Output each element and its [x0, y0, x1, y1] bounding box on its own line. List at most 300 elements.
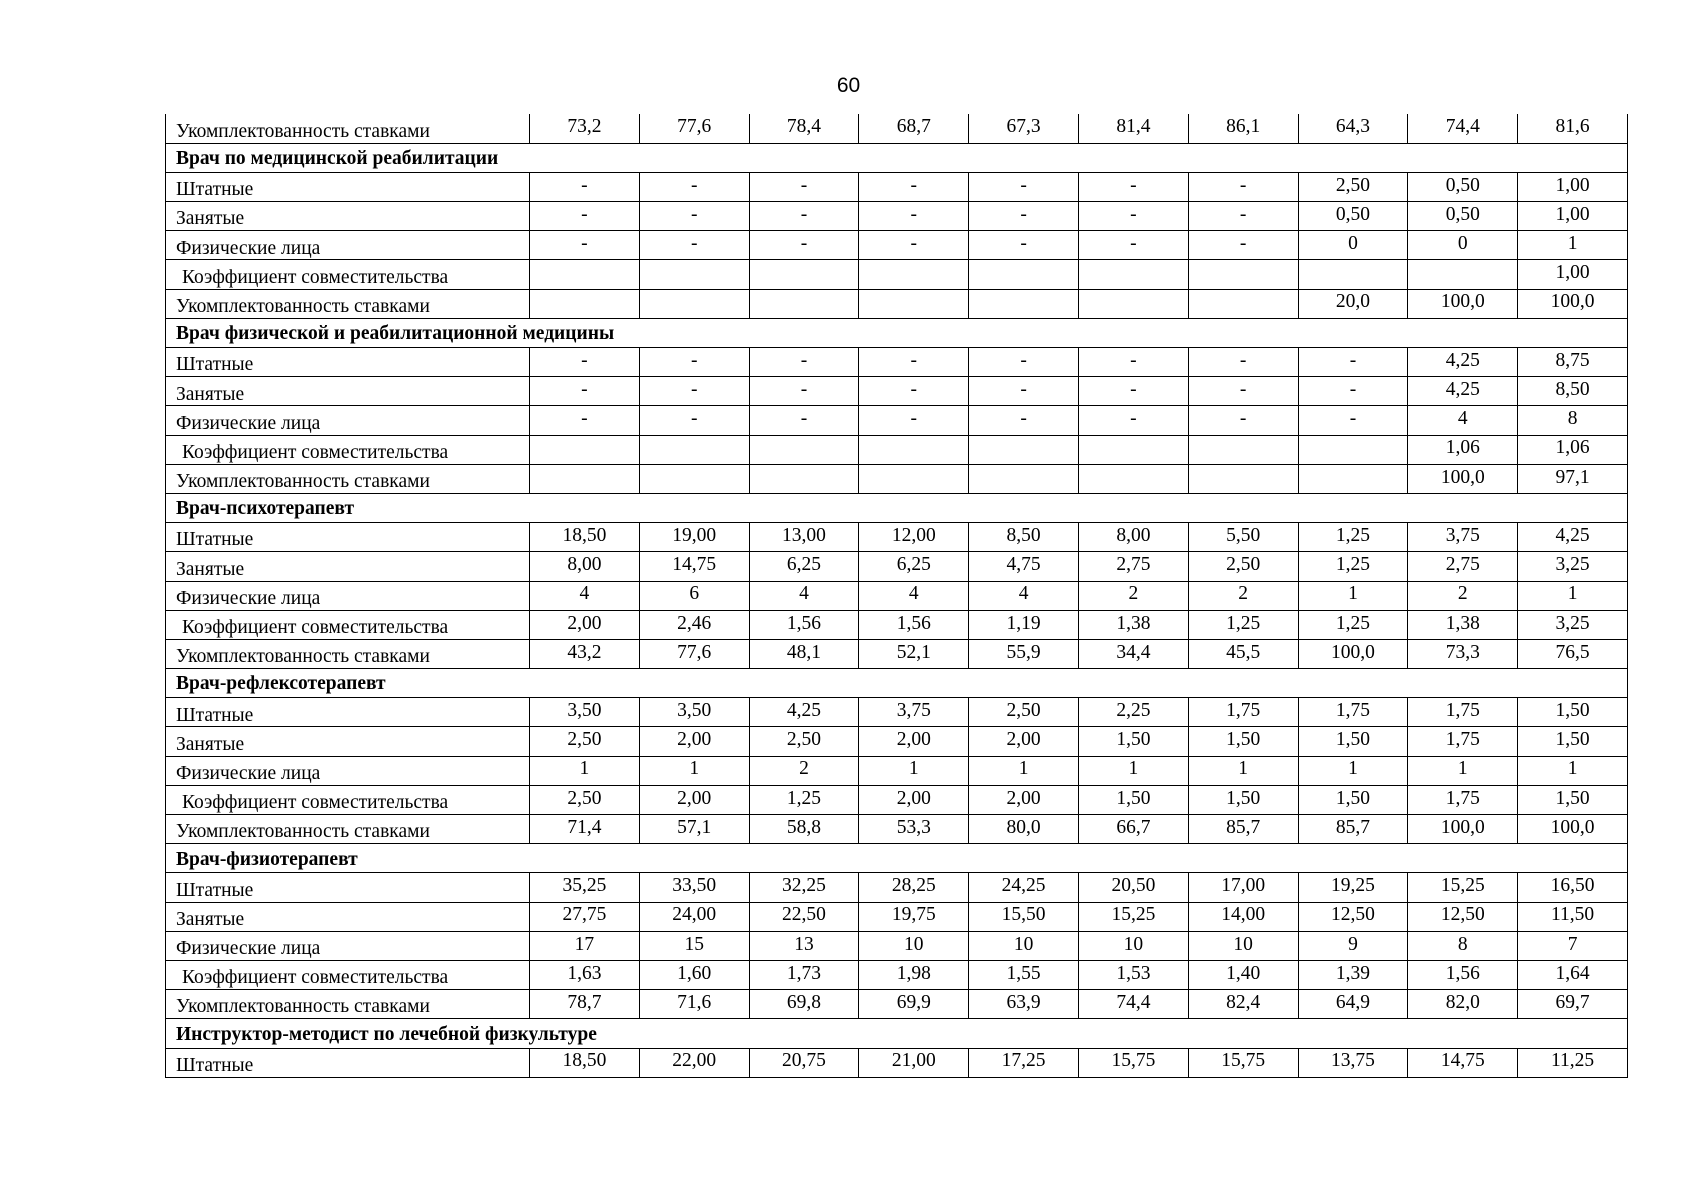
- row-label: Укомплектованность ставками: [166, 114, 530, 143]
- value-cell: 1,56: [749, 610, 859, 639]
- value-cell: 1: [530, 756, 640, 785]
- value-cell: 4,75: [969, 552, 1079, 581]
- value-cell: 1,00: [1518, 202, 1628, 231]
- value-cell: 2,50: [530, 727, 640, 756]
- value-cell: 10: [1078, 931, 1188, 960]
- value-cell: 1: [1298, 581, 1408, 610]
- value-cell: -: [530, 348, 640, 377]
- row-label: Физические лица: [166, 581, 530, 610]
- value-cell: 82,4: [1188, 990, 1298, 1019]
- value-cell: [1078, 435, 1188, 464]
- value-cell: 18,50: [530, 1048, 640, 1077]
- value-cell: 1,53: [1078, 960, 1188, 989]
- value-cell: [1298, 435, 1408, 464]
- value-cell: 1,73: [749, 960, 859, 989]
- value-cell: -: [749, 406, 859, 435]
- value-cell: 1,50: [1518, 727, 1628, 756]
- value-cell: 2: [749, 756, 859, 785]
- value-cell: 1,25: [1298, 610, 1408, 639]
- value-cell: [639, 435, 749, 464]
- value-cell: 1,98: [859, 960, 969, 989]
- value-cell: 1,25: [1298, 552, 1408, 581]
- table-row: [166, 727, 1628, 756]
- value-cell: -: [969, 231, 1079, 260]
- value-cell: [1078, 464, 1188, 493]
- value-cell: 22,00: [639, 1048, 749, 1077]
- value-cell: 3,75: [859, 698, 969, 727]
- value-cell: 1,50: [1078, 727, 1188, 756]
- value-cell: 1: [639, 756, 749, 785]
- value-cell: 1: [1518, 581, 1628, 610]
- value-cell: -: [749, 231, 859, 260]
- value-cell: 57,1: [639, 815, 749, 844]
- value-cell: -: [530, 172, 640, 201]
- section-title: Врач физической и реабилитационной медицины: [166, 318, 1628, 347]
- table-row: [166, 698, 1628, 727]
- section-header-row: [166, 669, 1628, 698]
- row-label: Физические лица: [166, 231, 530, 260]
- value-cell: -: [859, 406, 969, 435]
- value-cell: 20,50: [1078, 873, 1188, 902]
- value-cell: 97,1: [1518, 464, 1628, 493]
- value-cell: 4: [530, 581, 640, 610]
- value-cell: 8,50: [969, 523, 1079, 552]
- value-cell: 100,0: [1518, 289, 1628, 318]
- value-cell: 4,25: [1408, 377, 1518, 406]
- value-cell: 2: [1188, 581, 1298, 610]
- value-cell: 6: [639, 581, 749, 610]
- value-cell: 64,3: [1298, 114, 1408, 143]
- value-cell: 2,50: [969, 698, 1079, 727]
- table-row: [166, 523, 1628, 552]
- value-cell: 4: [1408, 406, 1518, 435]
- value-cell: 8: [1518, 406, 1628, 435]
- value-cell: 1: [1188, 756, 1298, 785]
- value-cell: 16,50: [1518, 873, 1628, 902]
- value-cell: 18,50: [530, 523, 640, 552]
- row-label: Занятые: [166, 552, 530, 581]
- value-cell: -: [530, 406, 640, 435]
- value-cell: 35,25: [530, 873, 640, 902]
- value-cell: -: [1078, 348, 1188, 377]
- value-cell: 24,00: [639, 902, 749, 931]
- value-cell: 78,7: [530, 990, 640, 1019]
- value-cell: 1,75: [1188, 698, 1298, 727]
- value-cell: 73,2: [530, 114, 640, 143]
- value-cell: 53,3: [859, 815, 969, 844]
- value-cell: 4: [749, 581, 859, 610]
- value-cell: 85,7: [1188, 815, 1298, 844]
- value-cell: 1: [1298, 756, 1408, 785]
- value-cell: 69,9: [859, 990, 969, 1019]
- value-cell: 1,60: [639, 960, 749, 989]
- row-label: Штатные: [166, 873, 530, 902]
- value-cell: 2,00: [530, 610, 640, 639]
- value-cell: 34,4: [1078, 639, 1188, 668]
- value-cell: -: [639, 231, 749, 260]
- row-label: Укомплектованность ставками: [166, 815, 530, 844]
- value-cell: -: [969, 377, 1079, 406]
- value-cell: -: [1188, 231, 1298, 260]
- value-cell: 3,25: [1518, 552, 1628, 581]
- value-cell: 0,50: [1408, 172, 1518, 201]
- value-cell: 2,00: [969, 727, 1079, 756]
- value-cell: 1: [1518, 756, 1628, 785]
- value-cell: 100,0: [1408, 464, 1518, 493]
- value-cell: 4: [859, 581, 969, 610]
- table-body: [166, 114, 1628, 1077]
- value-cell: 13,75: [1298, 1048, 1408, 1077]
- value-cell: -: [639, 202, 749, 231]
- value-cell: 1,19: [969, 610, 1079, 639]
- section-header-row: [166, 1019, 1628, 1048]
- table-row: [166, 815, 1628, 844]
- value-cell: 33,50: [639, 873, 749, 902]
- value-cell: 1: [969, 756, 1079, 785]
- value-cell: 20,75: [749, 1048, 859, 1077]
- value-cell: [969, 260, 1079, 289]
- value-cell: 71,4: [530, 815, 640, 844]
- value-cell: 1,00: [1518, 260, 1628, 289]
- value-cell: 14,75: [1408, 1048, 1518, 1077]
- value-cell: -: [639, 348, 749, 377]
- value-cell: 7: [1518, 931, 1628, 960]
- value-cell: [749, 435, 859, 464]
- value-cell: 22,50: [749, 902, 859, 931]
- value-cell: 48,1: [749, 639, 859, 668]
- value-cell: [1298, 464, 1408, 493]
- table-row: [166, 639, 1628, 668]
- value-cell: -: [859, 377, 969, 406]
- value-cell: 1,64: [1518, 960, 1628, 989]
- value-cell: 24,25: [969, 873, 1079, 902]
- value-cell: 68,7: [859, 114, 969, 143]
- value-cell: [1188, 260, 1298, 289]
- value-cell: [859, 289, 969, 318]
- value-cell: [1188, 289, 1298, 318]
- value-cell: 1,06: [1518, 435, 1628, 464]
- value-cell: 1: [1408, 756, 1518, 785]
- value-cell: 8: [1408, 931, 1518, 960]
- value-cell: -: [749, 377, 859, 406]
- value-cell: 3,25: [1518, 610, 1628, 639]
- value-cell: 100,0: [1408, 815, 1518, 844]
- value-cell: 2,00: [639, 727, 749, 756]
- value-cell: 8,00: [530, 552, 640, 581]
- value-cell: 17,25: [969, 1048, 1079, 1077]
- value-cell: 55,9: [969, 639, 1079, 668]
- value-cell: [530, 289, 640, 318]
- value-cell: 8,50: [1518, 377, 1628, 406]
- value-cell: [1188, 464, 1298, 493]
- value-cell: 28,25: [859, 873, 969, 902]
- value-cell: [969, 289, 1079, 318]
- value-cell: [639, 260, 749, 289]
- row-label: Коэффициент совместительства: [166, 960, 530, 989]
- value-cell: 14,00: [1188, 902, 1298, 931]
- table-row: [166, 552, 1628, 581]
- value-cell: 8,75: [1518, 348, 1628, 377]
- value-cell: 77,6: [639, 639, 749, 668]
- section-title: Инструктор-методист по лечебной физкультуре: [166, 1019, 1628, 1048]
- value-cell: 81,6: [1518, 114, 1628, 143]
- value-cell: 1,50: [1078, 785, 1188, 814]
- value-cell: [859, 464, 969, 493]
- value-cell: 2,00: [639, 785, 749, 814]
- value-cell: 4,25: [1408, 348, 1518, 377]
- value-cell: -: [1078, 172, 1188, 201]
- table-row: [166, 581, 1628, 610]
- value-cell: -: [859, 202, 969, 231]
- value-cell: -: [859, 348, 969, 377]
- value-cell: [969, 464, 1079, 493]
- table-row: [166, 377, 1628, 406]
- value-cell: 2,75: [1078, 552, 1188, 581]
- value-cell: 1,38: [1408, 610, 1518, 639]
- table-row: [166, 756, 1628, 785]
- value-cell: [859, 260, 969, 289]
- value-cell: 74,4: [1078, 990, 1188, 1019]
- row-label: Коэффициент совместительства: [166, 435, 530, 464]
- value-cell: 4: [969, 581, 1079, 610]
- value-cell: 0: [1408, 231, 1518, 260]
- value-cell: 1,50: [1518, 698, 1628, 727]
- value-cell: 15,50: [969, 902, 1079, 931]
- value-cell: [1078, 260, 1188, 289]
- table-row: [166, 406, 1628, 435]
- value-cell: -: [969, 406, 1079, 435]
- value-cell: 52,1: [859, 639, 969, 668]
- value-cell: [859, 435, 969, 464]
- value-cell: 3,75: [1408, 523, 1518, 552]
- value-cell: 12,50: [1408, 902, 1518, 931]
- row-label: Физические лица: [166, 756, 530, 785]
- value-cell: -: [1298, 406, 1408, 435]
- section-title: Врач по медицинской реабилитации: [166, 143, 1628, 172]
- value-cell: 2,50: [1188, 552, 1298, 581]
- row-label: Штатные: [166, 1048, 530, 1077]
- value-cell: [639, 464, 749, 493]
- value-cell: -: [859, 231, 969, 260]
- value-cell: 1,50: [1298, 727, 1408, 756]
- value-cell: -: [749, 172, 859, 201]
- staffing-table: [165, 114, 1628, 1078]
- table-row: [166, 289, 1628, 318]
- value-cell: 1: [859, 756, 969, 785]
- value-cell: 0: [1298, 231, 1408, 260]
- row-label: Физические лица: [166, 406, 530, 435]
- value-cell: 5,50: [1188, 523, 1298, 552]
- row-label: Укомплектованность ставками: [166, 289, 530, 318]
- row-label: Занятые: [166, 902, 530, 931]
- row-label: Занятые: [166, 727, 530, 756]
- value-cell: 1,56: [1408, 960, 1518, 989]
- value-cell: [530, 260, 640, 289]
- value-cell: 67,3: [969, 114, 1079, 143]
- value-cell: 2,00: [859, 727, 969, 756]
- value-cell: -: [639, 406, 749, 435]
- value-cell: 81,4: [1078, 114, 1188, 143]
- value-cell: 19,75: [859, 902, 969, 931]
- table-row: [166, 202, 1628, 231]
- value-cell: 0,50: [1408, 202, 1518, 231]
- row-label: Штатные: [166, 348, 530, 377]
- value-cell: 21,00: [859, 1048, 969, 1077]
- value-cell: 9: [1298, 931, 1408, 960]
- value-cell: [749, 260, 859, 289]
- value-cell: 45,5: [1188, 639, 1298, 668]
- value-cell: 73,3: [1408, 639, 1518, 668]
- value-cell: -: [1078, 202, 1188, 231]
- table-row: [166, 348, 1628, 377]
- value-cell: 1: [1518, 231, 1628, 260]
- table-row: [166, 931, 1628, 960]
- value-cell: 19,25: [1298, 873, 1408, 902]
- value-cell: [1078, 289, 1188, 318]
- value-cell: [530, 464, 640, 493]
- value-cell: 71,6: [639, 990, 749, 1019]
- value-cell: 13: [749, 931, 859, 960]
- page-number: 60: [836, 74, 861, 97]
- table-row: [166, 231, 1628, 260]
- value-cell: 80,0: [969, 815, 1079, 844]
- value-cell: 15,25: [1078, 902, 1188, 931]
- value-cell: -: [1298, 377, 1408, 406]
- value-cell: [1408, 260, 1518, 289]
- value-cell: 1,39: [1298, 960, 1408, 989]
- value-cell: 1,06: [1408, 435, 1518, 464]
- value-cell: 3,50: [530, 698, 640, 727]
- value-cell: [1298, 260, 1408, 289]
- row-label: Занятые: [166, 202, 530, 231]
- value-cell: 77,6: [639, 114, 749, 143]
- value-cell: 76,5: [1518, 639, 1628, 668]
- row-label: Штатные: [166, 172, 530, 201]
- value-cell: -: [749, 202, 859, 231]
- value-cell: -: [1078, 377, 1188, 406]
- value-cell: 1,56: [859, 610, 969, 639]
- value-cell: -: [969, 348, 1079, 377]
- value-cell: 20,0: [1298, 289, 1408, 318]
- table-row: [166, 785, 1628, 814]
- value-cell: 6,25: [749, 552, 859, 581]
- value-cell: -: [749, 348, 859, 377]
- value-cell: 11,25: [1518, 1048, 1628, 1077]
- value-cell: 2,50: [749, 727, 859, 756]
- value-cell: -: [1078, 406, 1188, 435]
- table-row: [166, 464, 1628, 493]
- table-row: [166, 960, 1628, 989]
- value-cell: -: [1188, 406, 1298, 435]
- value-cell: [749, 464, 859, 493]
- value-cell: 1,75: [1408, 785, 1518, 814]
- value-cell: 17: [530, 931, 640, 960]
- value-cell: 100,0: [1408, 289, 1518, 318]
- table-row: [166, 1048, 1628, 1077]
- value-cell: 13,00: [749, 523, 859, 552]
- value-cell: 85,7: [1298, 815, 1408, 844]
- value-cell: 63,9: [969, 990, 1079, 1019]
- value-cell: 4,25: [749, 698, 859, 727]
- value-cell: -: [1078, 231, 1188, 260]
- value-cell: 1,75: [1408, 727, 1518, 756]
- section-title: Врач-психотерапевт: [166, 493, 1628, 522]
- value-cell: 8,00: [1078, 523, 1188, 552]
- value-cell: 15: [639, 931, 749, 960]
- value-cell: 15,25: [1408, 873, 1518, 902]
- value-cell: -: [859, 172, 969, 201]
- value-cell: 4,25: [1518, 523, 1628, 552]
- section-header-row: [166, 143, 1628, 172]
- value-cell: [969, 435, 1079, 464]
- value-cell: 2,46: [639, 610, 749, 639]
- value-cell: -: [969, 172, 1079, 201]
- value-cell: -: [639, 172, 749, 201]
- row-label: Коэффициент совместительства: [166, 785, 530, 814]
- value-cell: 1,50: [1298, 785, 1408, 814]
- value-cell: 1,50: [1518, 785, 1628, 814]
- value-cell: 15,75: [1078, 1048, 1188, 1077]
- value-cell: [530, 435, 640, 464]
- value-cell: 11,50: [1518, 902, 1628, 931]
- table-row: [166, 990, 1628, 1019]
- value-cell: [639, 289, 749, 318]
- value-cell: 2: [1408, 581, 1518, 610]
- value-cell: 1,50: [1188, 727, 1298, 756]
- value-cell: 1,50: [1188, 785, 1298, 814]
- value-cell: 3,50: [639, 698, 749, 727]
- value-cell: -: [530, 231, 640, 260]
- value-cell: -: [1298, 348, 1408, 377]
- value-cell: 17,00: [1188, 873, 1298, 902]
- value-cell: -: [530, 377, 640, 406]
- value-cell: 2,75: [1408, 552, 1518, 581]
- value-cell: 10: [1188, 931, 1298, 960]
- value-cell: 19,00: [639, 523, 749, 552]
- value-cell: 2: [1078, 581, 1188, 610]
- value-cell: 1,75: [1408, 698, 1518, 727]
- row-label: Коэффициент совместительства: [166, 260, 530, 289]
- value-cell: 12,00: [859, 523, 969, 552]
- value-cell: 69,7: [1518, 990, 1628, 1019]
- value-cell: 1,75: [1298, 698, 1408, 727]
- section-header-row: [166, 318, 1628, 347]
- value-cell: -: [1188, 172, 1298, 201]
- value-cell: 2,50: [1298, 172, 1408, 201]
- value-cell: 100,0: [1298, 639, 1408, 668]
- value-cell: -: [639, 377, 749, 406]
- row-label: Коэффициент совместительства: [166, 610, 530, 639]
- row-label: Штатные: [166, 523, 530, 552]
- value-cell: -: [1188, 348, 1298, 377]
- section-title: Врач-рефлексотерапевт: [166, 669, 1628, 698]
- value-cell: [1188, 435, 1298, 464]
- value-cell: -: [969, 202, 1079, 231]
- table-row: [166, 902, 1628, 931]
- value-cell: 78,4: [749, 114, 859, 143]
- value-cell: 2,00: [859, 785, 969, 814]
- value-cell: 1,40: [1188, 960, 1298, 989]
- value-cell: 15,75: [1188, 1048, 1298, 1077]
- row-label: Укомплектованность ставками: [166, 464, 530, 493]
- value-cell: 2,50: [530, 785, 640, 814]
- value-cell: 64,9: [1298, 990, 1408, 1019]
- value-cell: 74,4: [1408, 114, 1518, 143]
- row-label: Физические лица: [166, 931, 530, 960]
- value-cell: 82,0: [1408, 990, 1518, 1019]
- table-row: [166, 260, 1628, 289]
- value-cell: 6,25: [859, 552, 969, 581]
